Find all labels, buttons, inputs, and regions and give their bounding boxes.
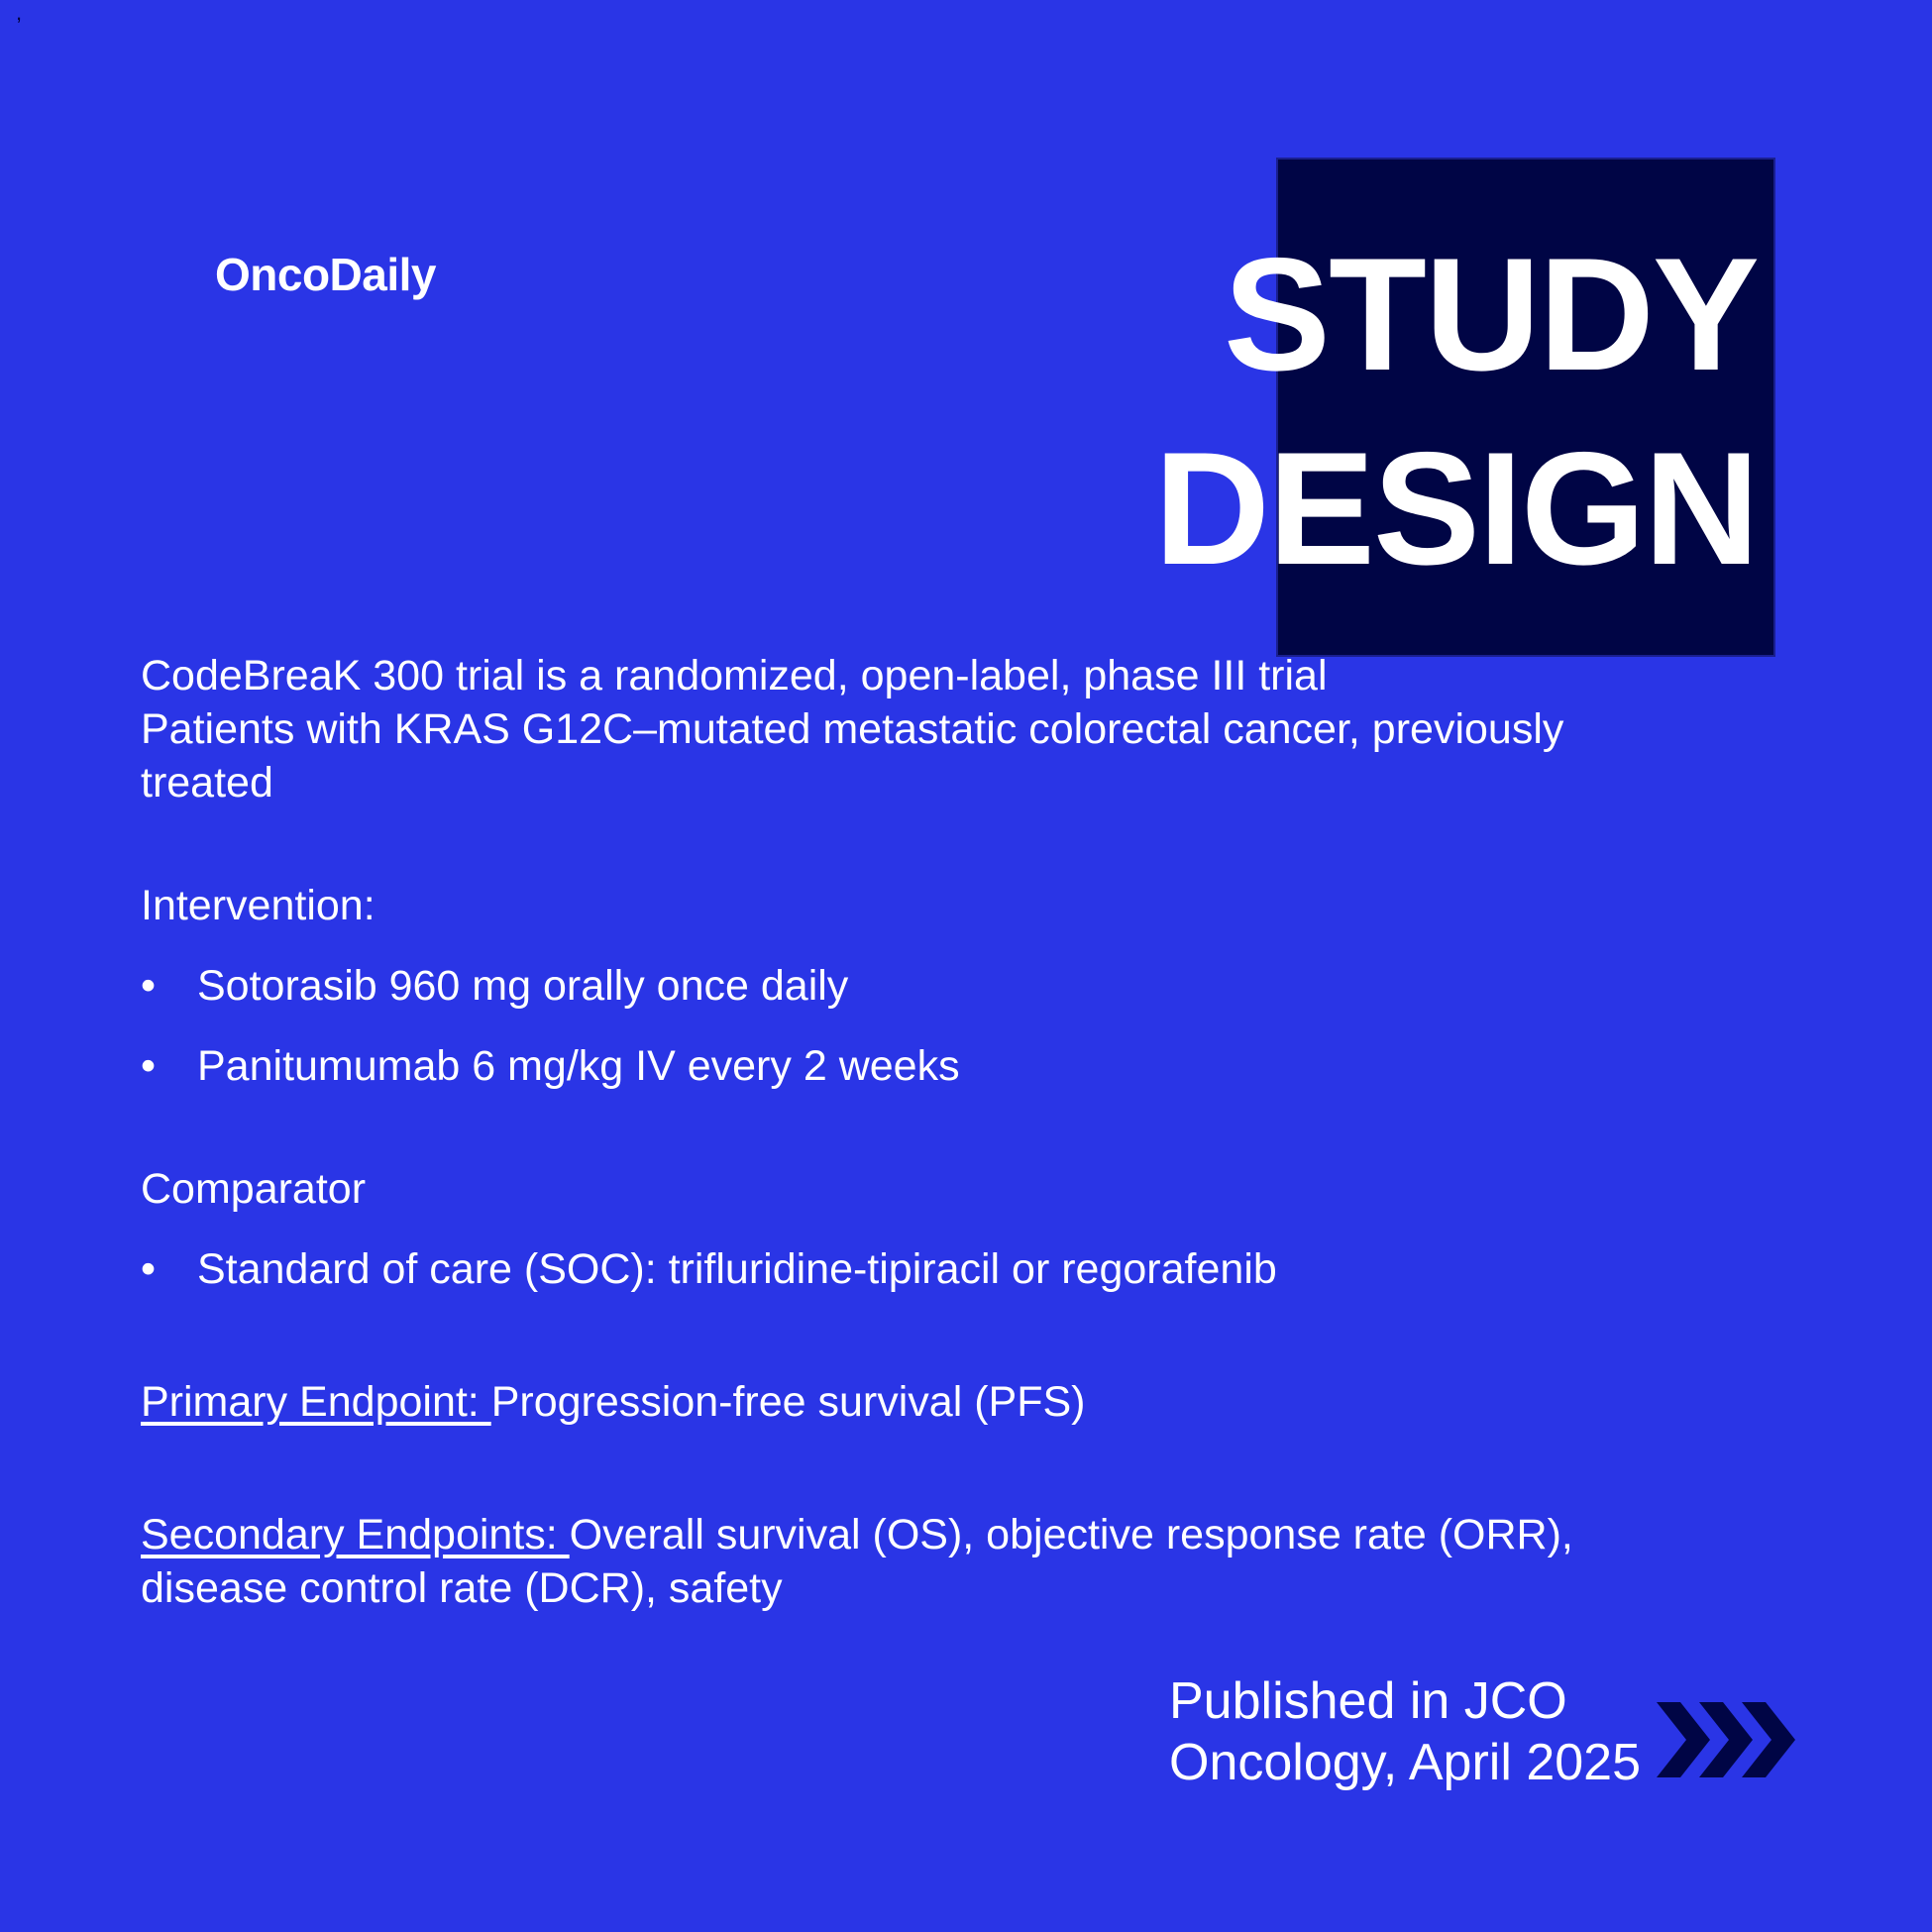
bullet-icon: •	[141, 1245, 157, 1293]
patient-population: Patients with KRAS G12C–mutated metastatic colorectal cancer, previously treated	[141, 705, 1564, 806]
intervention-list	[141, 959, 1577, 1093]
bullet-icon: •	[141, 1042, 157, 1090]
study-design-content	[141, 649, 1577, 1615]
comparator-heading: Comparator	[141, 1165, 367, 1213]
comparator-item	[141, 1242, 1577, 1296]
primary-endpoint-value: Progression-free survival (PFS)	[490, 1378, 1086, 1426]
primary-endpoint	[141, 1375, 1577, 1429]
intervention-item	[141, 959, 1577, 1013]
publication-line-2: Oncology, April 2025	[1169, 1734, 1641, 1791]
title-line-1: STUDY	[1223, 225, 1758, 404]
intervention-item	[141, 1039, 1577, 1093]
publication-note	[1169, 1670, 1641, 1793]
brand-logo: OncoDaily	[215, 249, 437, 300]
title-line-2: DESIGN	[1153, 419, 1758, 598]
comparator-item-text: Standard of care (SOC): trifluridine-tipiracil or regorafenib	[197, 1245, 1277, 1293]
intervention-item-text: Sotorasib 960 mg orally once daily	[197, 962, 849, 1010]
secondary-endpoints-label: Secondary Endpoints:	[141, 1511, 570, 1558]
page-title	[1154, 218, 1758, 606]
bullet-icon: •	[141, 962, 157, 1010]
trial-type: CodeBreaK 300 trial is a randomized, open-label, phase III trial	[141, 652, 1328, 699]
intervention-item-text: Panitumumab 6 mg/kg IV every 2 weeks	[197, 1042, 960, 1090]
intervention-heading: Intervention:	[141, 882, 376, 929]
chevron-right-icon	[1657, 1702, 1710, 1777]
secondary-endpoints-value: Overall survival (OS), objective response rate (ORR), disease control rate (DCR), safety	[141, 1511, 1573, 1612]
comparator-list	[141, 1242, 1577, 1296]
stray-mark: ,	[16, 0, 23, 25]
trial-description	[141, 649, 1577, 809]
secondary-endpoints	[141, 1508, 1577, 1615]
publication-line-1: Published in JCO	[1169, 1672, 1567, 1730]
primary-endpoint-label: Primary Endpoint:	[141, 1378, 491, 1426]
triple-chevron-right-icon[interactable]	[1657, 1702, 1803, 1777]
